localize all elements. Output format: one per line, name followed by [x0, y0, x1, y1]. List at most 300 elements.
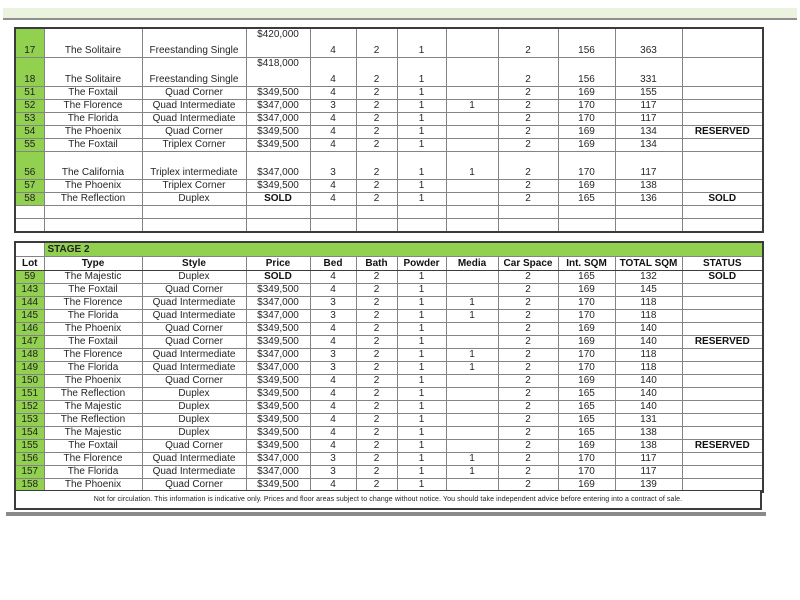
cell-bath: 2: [356, 193, 397, 206]
cell-status: RESERVED: [682, 126, 763, 139]
cell-bath: 2: [356, 87, 397, 100]
cell-status: [682, 427, 763, 440]
cell-price: $349,500: [246, 388, 310, 401]
cell-int-sqm: 165: [558, 414, 615, 427]
cell-car-space: 2: [498, 479, 558, 493]
cell-lot: 52: [15, 100, 44, 113]
cell-powder: 1: [397, 139, 446, 152]
cell-style: Triplex Corner: [142, 180, 246, 193]
column-header-type: Type: [44, 257, 142, 271]
cell-powder: 1: [397, 440, 446, 453]
table-row: [15, 401, 763, 414]
cell-lot: 17: [15, 28, 44, 58]
table-row: [15, 349, 763, 362]
cell-style: Quad Corner: [142, 87, 246, 100]
cell-style: Quad Intermediate: [142, 362, 246, 375]
cell-status: [682, 139, 763, 152]
cell-style: Triplex Corner: [142, 139, 246, 152]
cell-total-sqm: 117: [615, 152, 682, 180]
cell-bed: 4: [310, 193, 356, 206]
cell-car-space: [498, 219, 558, 233]
cell-bed: 4: [310, 323, 356, 336]
cell-total-sqm: 118: [615, 349, 682, 362]
cell-bath: 2: [356, 271, 397, 284]
cell-bath: 2: [356, 336, 397, 349]
cell-bed: 3: [310, 100, 356, 113]
cell-int-sqm: 169: [558, 87, 615, 100]
cell-type: The Florida: [44, 310, 142, 323]
cell-type: The Majestic: [44, 401, 142, 414]
cell-media: [446, 336, 498, 349]
cell-car-space: 2: [498, 336, 558, 349]
cell-bath: 2: [356, 126, 397, 139]
table-row: [15, 193, 763, 206]
cell-powder: 1: [397, 336, 446, 349]
cell-powder: 1: [397, 271, 446, 284]
cell-powder: 1: [397, 284, 446, 297]
cell-lot: 158: [15, 479, 44, 493]
cell-total-sqm: 132: [615, 271, 682, 284]
stage1-table: [14, 27, 764, 233]
cell-price: $349,500: [246, 126, 310, 139]
cell-powder: 1: [397, 414, 446, 427]
cell-car-space: 2: [498, 87, 558, 100]
cell-int-sqm: 170: [558, 152, 615, 180]
cell-bath: 2: [356, 453, 397, 466]
column-header-int-sqm: Int. SQM: [558, 257, 615, 271]
cell-total-sqm: 331: [615, 58, 682, 87]
cell-media: [446, 284, 498, 297]
table-row: [15, 323, 763, 336]
cell-price: $347,000: [246, 349, 310, 362]
cell-total-sqm: 134: [615, 139, 682, 152]
cell-car-space: 2: [498, 453, 558, 466]
cell-bath: 2: [356, 152, 397, 180]
cell-powder: 1: [397, 297, 446, 310]
cell-status: SOLD: [682, 271, 763, 284]
cell-int-sqm: 170: [558, 100, 615, 113]
cell-total-sqm: 140: [615, 401, 682, 414]
cell-price: $349,500: [246, 336, 310, 349]
cell-powder: 1: [397, 466, 446, 479]
cell-powder: [397, 206, 446, 219]
cell-style: [142, 206, 246, 219]
table-row: [15, 362, 763, 375]
cell-car-space: 2: [498, 297, 558, 310]
cell-total-sqm: 131: [615, 414, 682, 427]
cell-bath: 2: [356, 139, 397, 152]
cell-car-space: 2: [498, 375, 558, 388]
table-row: [15, 87, 763, 100]
cell-status: [682, 349, 763, 362]
cell-type: [44, 206, 142, 219]
cell-powder: 1: [397, 375, 446, 388]
cell-type: The Phoenix: [44, 180, 142, 193]
cell-status: [682, 375, 763, 388]
cell-status: [682, 206, 763, 219]
cell-lot: 59: [15, 271, 44, 284]
cell-car-space: 2: [498, 193, 558, 206]
cell-car-space: 2: [498, 139, 558, 152]
cell-powder: 1: [397, 349, 446, 362]
cell-bed: 4: [310, 388, 356, 401]
cell-price: $349,500: [246, 139, 310, 152]
cell-lot: 58: [15, 193, 44, 206]
cell-int-sqm: 169: [558, 284, 615, 297]
cell-powder: 1: [397, 152, 446, 180]
cell-car-space: 2: [498, 152, 558, 180]
column-header-style: Style: [142, 257, 246, 271]
cell-powder: 1: [397, 58, 446, 87]
cell-type: The Florence: [44, 349, 142, 362]
cell-total-sqm: 118: [615, 362, 682, 375]
table-row: [15, 284, 763, 297]
cell-int-sqm: 170: [558, 349, 615, 362]
cell-car-space: 2: [498, 126, 558, 139]
cell-style: Quad Intermediate: [142, 113, 246, 126]
cell-car-space: 2: [498, 427, 558, 440]
cell-bed: 4: [310, 427, 356, 440]
cell-lot: 154: [15, 427, 44, 440]
cell-car-space: 2: [498, 58, 558, 87]
stage-band-row: [15, 242, 763, 257]
cell-status: [682, 180, 763, 193]
cell-car-space: 2: [498, 401, 558, 414]
cell-bed: 4: [310, 113, 356, 126]
cell-type: The Solitaire: [44, 58, 142, 87]
table-row: [15, 388, 763, 401]
cell-powder: 1: [397, 401, 446, 414]
cell-powder: 1: [397, 126, 446, 139]
cell-int-sqm: 169: [558, 375, 615, 388]
table-row: [15, 152, 763, 180]
cell-int-sqm: 169: [558, 336, 615, 349]
cell-media: [446, 440, 498, 453]
cell-lot: 153: [15, 414, 44, 427]
table-row: [15, 28, 763, 58]
cell-lot: 56: [15, 152, 44, 180]
cell-lot: [15, 219, 44, 233]
cell-media: 1: [446, 349, 498, 362]
cell-lot: 151: [15, 388, 44, 401]
cell-status: [682, 28, 763, 58]
cell-style: Duplex: [142, 414, 246, 427]
cell-total-sqm: [615, 219, 682, 233]
cell-bath: 2: [356, 440, 397, 453]
cell-media: [446, 180, 498, 193]
cell-type: The Phoenix: [44, 126, 142, 139]
cell-type: The Florence: [44, 100, 142, 113]
cell-lot: 147: [15, 336, 44, 349]
cell-bath: 2: [356, 28, 397, 58]
table-row: [15, 100, 763, 113]
cell-style: Quad Intermediate: [142, 466, 246, 479]
cell-type: The Reflection: [44, 414, 142, 427]
cell-lot: 53: [15, 113, 44, 126]
cell-int-sqm: 165: [558, 271, 615, 284]
cell-media: 1: [446, 310, 498, 323]
cell-powder: 1: [397, 479, 446, 493]
cell-lot: 156: [15, 453, 44, 466]
cell-lot: 150: [15, 375, 44, 388]
cell-int-sqm: 169: [558, 126, 615, 139]
cell-style: Quad Intermediate: [142, 297, 246, 310]
cell-media: [446, 271, 498, 284]
cell-price: [246, 219, 310, 233]
table-row: [15, 139, 763, 152]
cell-style: Quad Corner: [142, 284, 246, 297]
column-header-media: Media: [446, 257, 498, 271]
cell-car-space: 2: [498, 284, 558, 297]
cell-type: The Reflection: [44, 193, 142, 206]
table-row: [15, 180, 763, 193]
cell-media: [446, 58, 498, 87]
column-header-powder: Powder: [397, 257, 446, 271]
column-header-car-space: Car Space: [498, 257, 558, 271]
cell-type: [44, 219, 142, 233]
disclaimer-text: Not for circulation. This information is indicative only. Prices and floor areas subject to change without notice. You should take independent advice before entering into a contract of sale.: [93, 496, 683, 503]
cell-media: 1: [446, 453, 498, 466]
cell-total-sqm: 140: [615, 375, 682, 388]
cell-powder: 1: [397, 310, 446, 323]
cell-media: [446, 414, 498, 427]
table-row: [15, 375, 763, 388]
table-row: [15, 310, 763, 323]
cell-int-sqm: 169: [558, 479, 615, 493]
cell-price: $420,000: [246, 28, 310, 58]
cell-bed: 4: [310, 440, 356, 453]
cell-total-sqm: 117: [615, 466, 682, 479]
cell-type: The Foxtail: [44, 440, 142, 453]
cell-lot: 51: [15, 87, 44, 100]
cell-price: $349,500: [246, 323, 310, 336]
cell-int-sqm: 165: [558, 427, 615, 440]
cell-int-sqm: 170: [558, 453, 615, 466]
column-header-row: [15, 257, 763, 271]
column-header-price: Price: [246, 257, 310, 271]
cell-powder: 1: [397, 180, 446, 193]
cell-bed: 4: [310, 180, 356, 193]
cell-media: 1: [446, 152, 498, 180]
cell-style: Triplex intermediate: [142, 152, 246, 180]
column-header-status: STATUS: [682, 257, 763, 271]
cell-lot: 146: [15, 323, 44, 336]
cell-bath: 2: [356, 180, 397, 193]
cell-car-space: 2: [498, 349, 558, 362]
cell-car-space: [498, 206, 558, 219]
cell-status: [682, 152, 763, 180]
cell-type: The Foxtail: [44, 284, 142, 297]
cell-style: Freestanding Single: [142, 58, 246, 87]
cell-lot: [15, 206, 44, 219]
cell-bath: 2: [356, 375, 397, 388]
cell-total-sqm: 140: [615, 323, 682, 336]
cell-bed: [310, 219, 356, 233]
cell-price: $349,500: [246, 87, 310, 100]
cell-type: The Phoenix: [44, 479, 142, 493]
cell-media: [446, 139, 498, 152]
cell-powder: 1: [397, 113, 446, 126]
cell-media: [446, 323, 498, 336]
cell-powder: 1: [397, 323, 446, 336]
cell-price: $347,000: [246, 297, 310, 310]
column-header-bed: Bed: [310, 257, 356, 271]
cell-car-space: 2: [498, 180, 558, 193]
cell-status: [682, 362, 763, 375]
cell-car-space: 2: [498, 440, 558, 453]
cell-price: SOLD: [246, 271, 310, 284]
cell-bed: 3: [310, 297, 356, 310]
cell-style: [142, 219, 246, 233]
cell-bed: 4: [310, 271, 356, 284]
cell-total-sqm: 140: [615, 336, 682, 349]
cell-price: $349,500: [246, 427, 310, 440]
cell-type: The Foxtail: [44, 336, 142, 349]
cell-bath: 2: [356, 362, 397, 375]
cell-bath: 2: [356, 284, 397, 297]
cell-price: $347,000: [246, 113, 310, 126]
cell-status: [682, 310, 763, 323]
cell-price: $347,000: [246, 152, 310, 180]
cell-media: [446, 219, 498, 233]
cell-int-sqm: 156: [558, 28, 615, 58]
cell-status: SOLD: [682, 193, 763, 206]
cell-lot: 143: [15, 284, 44, 297]
cell-media: 1: [446, 100, 498, 113]
cell-type: The Phoenix: [44, 375, 142, 388]
cell-total-sqm: 138: [615, 427, 682, 440]
cell-bed: 3: [310, 152, 356, 180]
cell-price: $347,000: [246, 466, 310, 479]
cell-int-sqm: 165: [558, 401, 615, 414]
cell-int-sqm: 170: [558, 113, 615, 126]
cell-status: [682, 323, 763, 336]
cell-type: The Florida: [44, 113, 142, 126]
cell-powder: 1: [397, 388, 446, 401]
cell-int-sqm: 169: [558, 139, 615, 152]
cell-car-space: 2: [498, 310, 558, 323]
cell-int-sqm: 170: [558, 310, 615, 323]
cell-price: $347,000: [246, 453, 310, 466]
cell-int-sqm: 165: [558, 388, 615, 401]
cell-price: $349,500: [246, 401, 310, 414]
cell-lot: 144: [15, 297, 44, 310]
table-row: [15, 414, 763, 427]
cell-powder: 1: [397, 100, 446, 113]
table-row: [15, 271, 763, 284]
cell-style: Duplex: [142, 193, 246, 206]
cell-bath: 2: [356, 466, 397, 479]
cell-powder: [397, 219, 446, 233]
cell-status: [682, 297, 763, 310]
cell-type: The Phoenix: [44, 323, 142, 336]
cell-lot: 149: [15, 362, 44, 375]
cell-bed: 4: [310, 336, 356, 349]
cell-style: Quad Corner: [142, 323, 246, 336]
cell-bath: 2: [356, 58, 397, 87]
cell-lot: 148: [15, 349, 44, 362]
cell-style: Quad Intermediate: [142, 349, 246, 362]
cell-car-space: 2: [498, 362, 558, 375]
cell-bath: 2: [356, 113, 397, 126]
cell-int-sqm: 169: [558, 323, 615, 336]
cell-bath: 2: [356, 297, 397, 310]
cell-style: Quad Corner: [142, 126, 246, 139]
cell-price: $349,500: [246, 180, 310, 193]
cell-int-sqm: 170: [558, 466, 615, 479]
cell-lot: 54: [15, 126, 44, 139]
cell-lot: 57: [15, 180, 44, 193]
cell-status: RESERVED: [682, 440, 763, 453]
cell-status: RESERVED: [682, 336, 763, 349]
cell-status: [682, 401, 763, 414]
cell-bath: 2: [356, 427, 397, 440]
cell-total-sqm: 155: [615, 87, 682, 100]
table-row: [15, 336, 763, 349]
cell-media: 1: [446, 297, 498, 310]
cell-status: [682, 388, 763, 401]
cell-bed: 4: [310, 401, 356, 414]
cell-car-space: 2: [498, 271, 558, 284]
cell-price: $347,000: [246, 362, 310, 375]
cell-style: Duplex: [142, 401, 246, 414]
cell-style: Quad Corner: [142, 375, 246, 388]
cell-car-space: 2: [498, 323, 558, 336]
cell-bath: 2: [356, 310, 397, 323]
cell-style: Duplex: [142, 427, 246, 440]
cell-int-sqm: 169: [558, 180, 615, 193]
cell-status: [682, 284, 763, 297]
cell-int-sqm: 156: [558, 58, 615, 87]
cell-bed: 3: [310, 362, 356, 375]
cell-bath: 2: [356, 323, 397, 336]
cell-media: [446, 375, 498, 388]
cell-bed: 4: [310, 87, 356, 100]
cell-car-space: 2: [498, 28, 558, 58]
cell-status: [682, 466, 763, 479]
cell-type: The Florence: [44, 453, 142, 466]
cell-bed: 4: [310, 126, 356, 139]
column-header-bath: Bath: [356, 257, 397, 271]
cell-bed: 4: [310, 139, 356, 152]
disclaimer-box: [14, 490, 762, 510]
cell-bath: 2: [356, 414, 397, 427]
cell-bath: 2: [356, 388, 397, 401]
cell-bath: [356, 206, 397, 219]
cell-lot: 155: [15, 440, 44, 453]
cell-status: [682, 453, 763, 466]
cell-lot: 145: [15, 310, 44, 323]
cell-int-sqm: 170: [558, 362, 615, 375]
cell-total-sqm: [615, 206, 682, 219]
cell-type: The California: [44, 152, 142, 180]
column-header-total-sqm: TOTAL SQM: [615, 257, 682, 271]
cell-total-sqm: 118: [615, 310, 682, 323]
cell-media: [446, 28, 498, 58]
cell-lot: 18: [15, 58, 44, 87]
cell-media: [446, 388, 498, 401]
cell-media: [446, 427, 498, 440]
cell-car-space: 2: [498, 113, 558, 126]
cell-lot: 152: [15, 401, 44, 414]
table-row: [15, 453, 763, 466]
cell-style: Freestanding Single: [142, 28, 246, 58]
cell-type: The Florida: [44, 362, 142, 375]
cell-bed: 3: [310, 453, 356, 466]
cell-total-sqm: 136: [615, 193, 682, 206]
cell-total-sqm: 139: [615, 479, 682, 493]
cell-total-sqm: 117: [615, 453, 682, 466]
